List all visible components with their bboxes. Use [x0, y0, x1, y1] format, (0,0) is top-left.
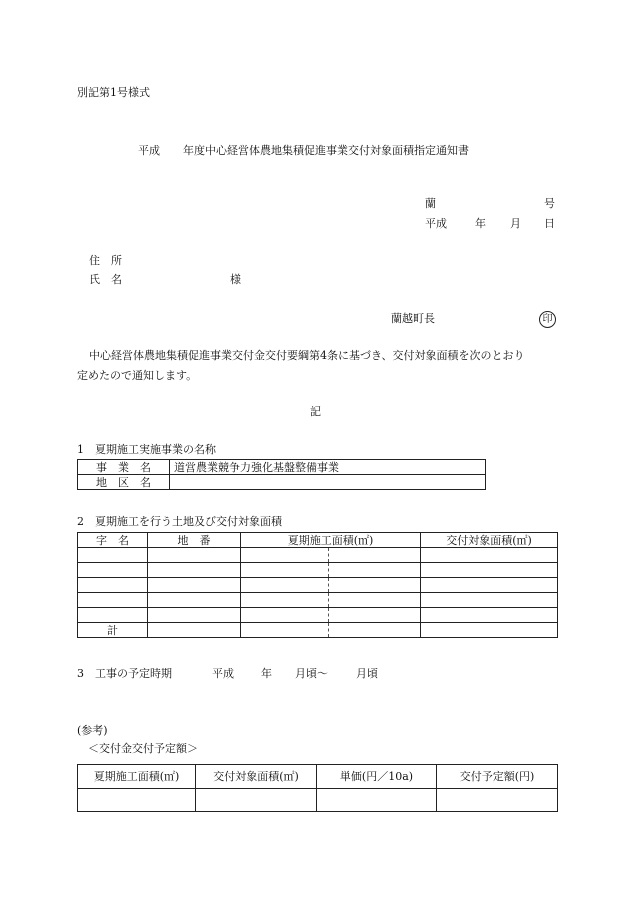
table-row — [78, 593, 558, 608]
table-row — [78, 563, 558, 578]
project-name-label: 事 業 名 — [78, 460, 170, 475]
ref-month-label: 月 — [510, 217, 521, 230]
name-label: 氏 名 — [89, 273, 122, 286]
section2-heading: 2 夏期施工を行う土地及び交付対象面積 — [77, 515, 282, 528]
header-target-area: 交付対象面積(㎡) — [421, 533, 558, 548]
table-row — [78, 533, 558, 548]
address-label: 住 所 — [89, 254, 122, 267]
header-summer-area: 夏期施工面積(㎡) — [241, 533, 421, 548]
honorific: 様 — [230, 273, 241, 286]
ref-header-planned-amount: 交付予定額(円) — [437, 765, 558, 789]
table-row — [78, 460, 486, 475]
section1-table — [77, 459, 486, 490]
table-row — [78, 548, 558, 563]
section2-table — [77, 532, 558, 638]
reference-label: (参考) — [77, 724, 108, 737]
section1-heading: 1 夏期施工実施事業の名称 — [77, 443, 216, 456]
table-row — [78, 765, 558, 789]
ref-header-summer-area: 夏期施工面積(㎡) — [78, 765, 196, 789]
table-row — [78, 578, 558, 593]
header-aza: 字 名 — [78, 533, 148, 548]
reference-subtitle: ＜交付金交付予定額＞ — [88, 742, 198, 755]
ki-heading: 記 — [310, 405, 321, 418]
section3-year: 年 — [261, 667, 272, 680]
ref-day-label: 日 — [544, 217, 555, 230]
table-row — [78, 475, 486, 490]
section3-heading: 3 工事の予定時期 — [77, 667, 172, 680]
section3-month-to: 月頃 — [356, 667, 378, 680]
doc-title-era: 平成 — [138, 144, 160, 157]
table-row — [78, 608, 558, 623]
form-number: 別記第1号様式 — [77, 86, 150, 99]
body-line-1: 中心経営体農地集積促進事業交付金交付要綱第4条に基づき、交付対象面積を次のとおり — [89, 349, 525, 362]
ref-number-label: 号 — [544, 197, 555, 210]
district-name-value — [170, 475, 486, 490]
project-name-value: 道営農業競争力強化基盤整備事業 — [170, 460, 486, 475]
doc-title: 年度中心経営体農地集積促進事業交付対象面積指定通知書 — [183, 144, 469, 157]
ref-header-target-area: 交付対象面積(㎡) — [196, 765, 317, 789]
header-chiban: 地 番 — [148, 533, 241, 548]
ref-prefix: 蘭 — [425, 197, 436, 210]
reference-table — [77, 764, 558, 812]
section3-era: 平成 — [212, 667, 234, 680]
ref-header-unit-price: 単価(円／10a) — [317, 765, 437, 789]
ref-year-label: 年 — [475, 217, 486, 230]
total-label: 計 — [78, 623, 148, 638]
table-row — [78, 789, 558, 812]
table-row — [78, 623, 558, 638]
body-line-2: 定めたので通知します。 — [77, 369, 198, 382]
ref-date-era: 平成 — [425, 217, 447, 230]
section3-month-from: 月頃～ — [295, 667, 328, 680]
issuer-title: 蘭越町長 — [391, 312, 435, 325]
seal-mark: 印 — [539, 311, 556, 328]
district-name-label: 地 区 名 — [78, 475, 170, 490]
